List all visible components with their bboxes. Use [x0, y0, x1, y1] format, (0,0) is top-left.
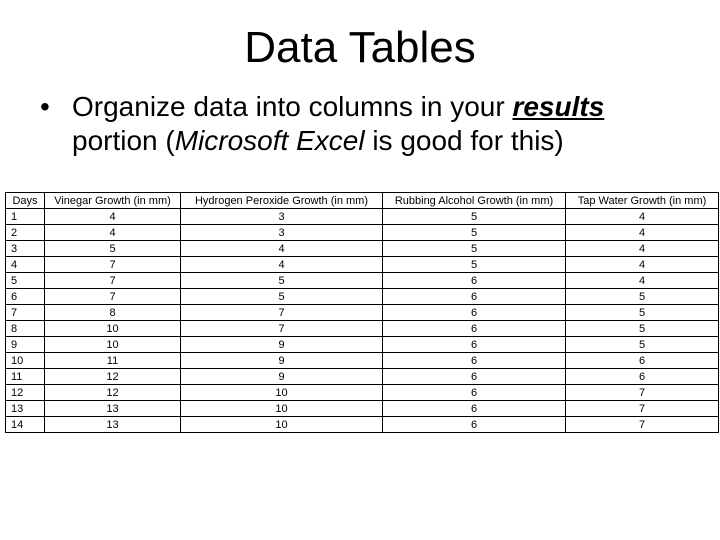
table-cell: 12 — [45, 385, 181, 401]
table-cell: 5 — [383, 241, 566, 257]
table-cell: 6 — [383, 289, 566, 305]
table-row — [6, 401, 719, 417]
table-cell: 13 — [45, 401, 181, 417]
day-cell: 10 — [6, 353, 45, 369]
table-cell: 10 — [181, 385, 383, 401]
bullet-point — [40, 90, 690, 158]
table-cell: 6 — [383, 369, 566, 385]
column-header-days: Days — [6, 193, 45, 209]
table-cell: 11 — [45, 353, 181, 369]
table-cell: 9 — [181, 369, 383, 385]
day-cell: 8 — [6, 321, 45, 337]
day-cell: 3 — [6, 241, 45, 257]
table-cell: 5 — [181, 273, 383, 289]
table-cell: 7 — [566, 385, 719, 401]
day-cell: 13 — [6, 401, 45, 417]
table-header-row — [6, 193, 719, 209]
table-cell: 4 — [566, 241, 719, 257]
table-row — [6, 209, 719, 225]
growth-data-table — [5, 192, 719, 433]
day-cell: 4 — [6, 257, 45, 273]
table-cell: 5 — [383, 209, 566, 225]
table-cell: 5 — [566, 337, 719, 353]
table-cell: 8 — [45, 305, 181, 321]
bullet-italic-product: Microsoft Excel — [174, 125, 365, 156]
table-cell: 4 — [181, 241, 383, 257]
bullet-text — [72, 90, 690, 158]
table-cell: 5 — [181, 289, 383, 305]
table-cell: 4 — [566, 273, 719, 289]
table-cell: 7 — [566, 401, 719, 417]
table-row — [6, 417, 719, 433]
bullet-text-part-3: is good for this) — [364, 125, 564, 156]
table-cell: 4 — [45, 209, 181, 225]
table-cell: 7 — [181, 321, 383, 337]
table-cell: 3 — [181, 209, 383, 225]
table-cell: 4 — [566, 209, 719, 225]
table-cell: 4 — [566, 225, 719, 241]
column-header-rubbing-alcohol: Rubbing Alcohol Growth (in mm) — [383, 193, 566, 209]
table-cell: 7 — [45, 273, 181, 289]
table-cell: 6 — [383, 417, 566, 433]
table-cell: 5 — [566, 305, 719, 321]
table-row — [6, 225, 719, 241]
day-cell: 12 — [6, 385, 45, 401]
table-cell: 10 — [181, 417, 383, 433]
bullet-text-part-2: portion ( — [72, 125, 175, 156]
table-cell: 10 — [181, 401, 383, 417]
table-row — [6, 241, 719, 257]
table-row — [6, 273, 719, 289]
table-cell: 6 — [566, 353, 719, 369]
table-cell: 6 — [566, 369, 719, 385]
day-cell: 9 — [6, 337, 45, 353]
table-cell: 5 — [566, 289, 719, 305]
table-body — [6, 209, 719, 433]
day-cell: 6 — [6, 289, 45, 305]
table-row — [6, 305, 719, 321]
table-row — [6, 353, 719, 369]
table-cell: 3 — [181, 225, 383, 241]
table-cell: 10 — [45, 337, 181, 353]
table-cell: 4 — [566, 257, 719, 273]
table-row — [6, 369, 719, 385]
table-cell: 10 — [45, 321, 181, 337]
day-cell: 7 — [6, 305, 45, 321]
table-cell: 6 — [383, 401, 566, 417]
table-cell: 7 — [566, 417, 719, 433]
table-cell: 5 — [566, 321, 719, 337]
table-cell: 5 — [383, 257, 566, 273]
column-header-vinegar: Vinegar Growth (in mm) — [45, 193, 181, 209]
table-cell: 4 — [45, 225, 181, 241]
day-cell: 5 — [6, 273, 45, 289]
table-cell: 12 — [45, 369, 181, 385]
table-row — [6, 385, 719, 401]
bullet-glyph: • — [40, 91, 50, 122]
table-cell: 7 — [181, 305, 383, 321]
table-cell: 7 — [45, 289, 181, 305]
table-cell: 9 — [181, 337, 383, 353]
table-row — [6, 257, 719, 273]
column-header-hydrogen-peroxide: Hydrogen Peroxide Growth (in mm) — [181, 193, 383, 209]
table-cell: 4 — [181, 257, 383, 273]
table-cell: 5 — [383, 225, 566, 241]
day-cell: 1 — [6, 209, 45, 225]
table-cell: 13 — [45, 417, 181, 433]
table-cell: 6 — [383, 353, 566, 369]
table-row — [6, 321, 719, 337]
table-cell: 9 — [181, 353, 383, 369]
table-cell: 7 — [45, 257, 181, 273]
table-cell: 6 — [383, 273, 566, 289]
column-header-tap-water: Tap Water Growth (in mm) — [566, 193, 719, 209]
table-cell: 6 — [383, 337, 566, 353]
table-row — [6, 337, 719, 353]
bullet-emphasis: results — [512, 91, 605, 122]
day-cell: 14 — [6, 417, 45, 433]
bullet-text-part-1: Organize data into columns in your — [72, 91, 513, 122]
slide-title: Data Tables — [244, 23, 476, 72]
table-cell: 6 — [383, 321, 566, 337]
table-cell: 6 — [383, 385, 566, 401]
table-cell: 5 — [45, 241, 181, 257]
table-cell: 6 — [383, 305, 566, 321]
day-cell: 2 — [6, 225, 45, 241]
day-cell: 11 — [6, 369, 45, 385]
table-row — [6, 289, 719, 305]
